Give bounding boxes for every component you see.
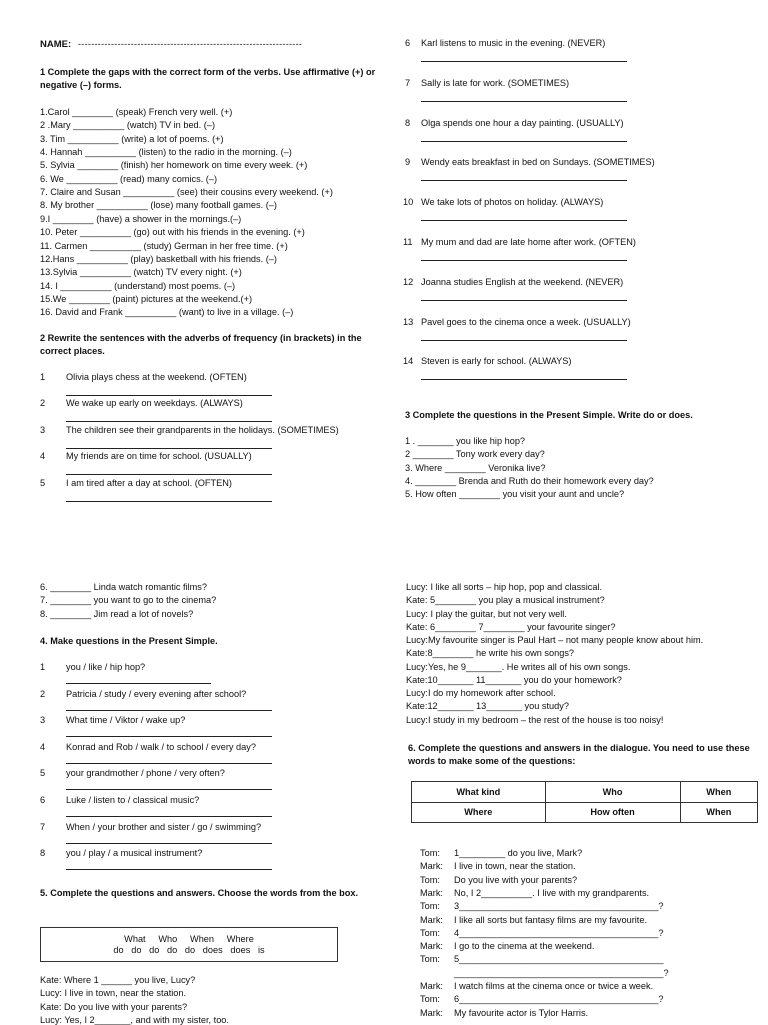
exercise-1-heading: 1 Complete the gaps with the correct form of the verbs. Use affirmative (+) or negative (–) forms. <box>40 67 376 91</box>
do-does-item: 6. ________ Linda watch romantic films? <box>40 582 208 592</box>
rewrite-item-text: Joanna studies English at the weekend. (NEVER) <box>421 276 624 287</box>
dialogue-line: Lucy: I play the guitar, but not very well. <box>406 608 567 619</box>
dialogue-speaker: Mark: <box>420 981 443 991</box>
rewrite-item-number: 11 <box>403 237 413 247</box>
dialogue-speaker: Tom: <box>420 848 440 858</box>
dialogue-text: I watch films at the cinema once or twice a week. <box>454 981 654 991</box>
rewrite-item-text: Wendy eats breakfast in bed on Sundays. (SOMETIMES) <box>421 157 655 168</box>
rewrite-item-text: The children see their grandparents in the holidays. (SOMETIMES) <box>66 425 339 435</box>
word-box-line-2: do do do do do does does is <box>113 945 265 955</box>
answer-line[interactable] <box>66 869 272 870</box>
gap-fill-item: 7. Claire and Susan __________ (see) their cousins every weekend. (+) <box>40 187 333 198</box>
dialogue-line: Kate: 6________ 7________ your favourite singer? <box>406 621 616 632</box>
gap-fill-item: 10. Peter __________ (go) out with his friends in the evening. (+) <box>40 227 305 238</box>
dialogue-text: Do you live with your parents? <box>454 874 578 885</box>
question-item-text: your grandmother / phone / very often? <box>66 768 225 779</box>
dialogue-line: Lucy:My favourite singer is Paul Hart – not many people know about him. <box>406 635 704 645</box>
dialogue-speaker: Tom: <box>420 994 440 1005</box>
answer-line[interactable] <box>66 501 272 502</box>
rewrite-item-text: Pavel goes to the cinema once a week. (USUALLY) <box>421 316 631 327</box>
gap-fill-item: 6. We __________ (read) many comics. (–) <box>40 173 218 184</box>
name-line: -------------------------------------------------------------------- <box>78 39 303 49</box>
rewrite-item-number: 2 <box>40 398 46 408</box>
rewrite-item-number: 3 <box>40 425 46 435</box>
question-item-text: Luke / listen to / classical music? <box>66 795 200 805</box>
question-item-text: Konrad and Rob / walk / to school / every day? <box>66 741 256 752</box>
exercise-3-heading: 3 Complete the questions in the Present Simple. Write do or does. <box>405 410 693 420</box>
rewrite-item-text: We wake up early on weekdays. (ALWAYS) <box>66 398 243 408</box>
rewrite-item-text: Olivia plays chess at the weekend. (OFTEN) <box>66 372 247 382</box>
rewrite-item-number: 7 <box>405 77 411 88</box>
dialogue-text: 1_________ do you live, Mark? <box>454 848 583 858</box>
rewrite-item-text: Karl listens to music in the evening. (NEVER) <box>421 38 606 48</box>
name-label: NAME: <box>40 39 72 50</box>
answer-line[interactable] <box>66 789 272 790</box>
exercise-2-heading: 2 Rewrite the sentences with the adverbs of frequency (in brackets) in the correct places. <box>40 333 362 357</box>
table-row <box>412 802 758 823</box>
question-item-text: you / play / a musical instrument? <box>66 848 203 859</box>
answer-line[interactable] <box>421 220 627 221</box>
dialogue-line: Lucy: I like all sorts – hip hop, pop and classical. <box>406 582 603 592</box>
rewrite-item-number: 8 <box>405 117 411 128</box>
dialogue-speaker: Mark: <box>420 861 443 872</box>
exercise-4-heading: 4. Make questions in the Present Simple. <box>40 636 218 646</box>
answer-line[interactable] <box>66 816 272 817</box>
dialogue-text: 6_______________________________________? <box>454 994 664 1005</box>
do-does-item: 8. ________ Jim read a lot of novels? <box>40 608 194 619</box>
dialogue-text: 3_______________________________________? <box>454 901 664 912</box>
dialogue-text: No, I 2__________. I live with my grandparents. <box>454 887 650 898</box>
answer-line[interactable] <box>66 474 272 475</box>
answer-line[interactable] <box>421 379 627 380</box>
dialogue-line: Kate: 5________ you play a musical instrument? <box>406 595 605 606</box>
gap-fill-item: 15.We ________ (paint) pictures at the weekend.(+) <box>40 293 253 304</box>
gap-fill-item: 2 .Mary __________ (watch) TV in bed. (–) <box>40 120 215 131</box>
question-item-text: When / your brother and sister / go / swimming? <box>66 821 262 832</box>
question-item-number: 5 <box>40 768 46 779</box>
answer-line[interactable] <box>421 141 627 142</box>
question-item-number: 4 <box>40 741 46 752</box>
dialogue-text: _________________________________________? <box>454 967 669 978</box>
gap-fill-item: 1.Carol ________ (speak) French very well. (+) <box>40 107 233 117</box>
gap-fill-item: 5. Sylvia ________ (finish) her homework on time every week. (+) <box>40 160 308 171</box>
rewrite-item-number: 1 <box>40 372 46 382</box>
question-item-number: 1 <box>40 662 46 672</box>
rewrite-item-text: I am tired after a day at school. (OFTEN) <box>66 478 232 488</box>
exercise-6-heading: 6. Complete the questions and answers in the dialogue. You need to use these words to make some of the questions: <box>408 743 750 767</box>
question-item-number: 7 <box>40 821 46 832</box>
table-cell: Who <box>545 782 680 803</box>
dialogue-text: My favourite actor is Tylor Harris. <box>454 1007 589 1018</box>
dialogue-speaker: Tom: <box>420 874 440 885</box>
rewrite-item-number: 13 <box>403 316 414 327</box>
gap-fill-item: 14. I __________ (understand) most poems. (–) <box>40 280 236 291</box>
rewrite-item-number: 9 <box>405 157 411 168</box>
dialogue-line: Kate:10_______ 11_______ you do your homework? <box>406 674 622 685</box>
rewrite-item-text: Olga spends one hour a day painting. (USUALLY) <box>421 117 624 128</box>
table-cell: Where <box>412 802 546 823</box>
rewrite-item-text: Sally is late for work. (SOMETIMES) <box>421 77 570 88</box>
rewrite-item-text: My friends are on time for school. (USUALLY) <box>66 451 252 461</box>
answer-line[interactable] <box>66 395 272 396</box>
word-box-line-1: What Who When Where <box>124 934 254 944</box>
answer-line[interactable] <box>66 736 272 737</box>
rewrite-item-number: 10 <box>403 197 414 208</box>
answer-line[interactable] <box>66 448 272 449</box>
table-cell: How often <box>545 802 680 823</box>
dialogue-text: I go to the cinema at the weekend. <box>454 941 595 952</box>
table-cell: What kind <box>412 782 546 803</box>
dialogue-line: Kate: Where 1 ______ you live, Lucy? <box>40 975 196 985</box>
gap-fill-item: 16. David and Frank __________ (want) to live in a village. (–) <box>40 307 294 318</box>
gap-fill-item: 9.I ________ (have) a shower in the mornings.(–) <box>40 213 242 224</box>
answer-line[interactable] <box>421 101 627 102</box>
gap-fill-item: 12.Hans __________ (play) basketball with his friends. (–) <box>40 253 277 264</box>
dialogue-line: Kate:12_______ 13_______ you study? <box>406 701 569 712</box>
answer-line[interactable] <box>421 61 627 62</box>
do-does-item: 3. Where ________ Veronika live? <box>405 462 546 473</box>
rewrite-item-number: 5 <box>40 478 46 488</box>
question-item-number: 8 <box>40 848 46 859</box>
question-words-table <box>411 781 758 823</box>
gap-fill-item: 3. Tim __________ (write) a lot of poems. (+) <box>40 133 224 144</box>
dialogue-line: Lucy:I study in my bedroom – the rest of the house is too noisy! <box>406 714 664 725</box>
dialogue-text: I like all sorts but fantasy films are my favourite. <box>454 914 648 925</box>
rewrite-item-text: Steven is early for school. (ALWAYS) <box>421 356 572 367</box>
exercise-5-heading: 5. Complete the questions and answers. Choose the words from the box. <box>40 888 359 898</box>
do-does-item: 7. ________ you want to go to the cinema? <box>40 595 217 606</box>
dialogue-speaker: Tom: <box>420 927 440 938</box>
question-item-text: What time / Viktor / wake up? <box>66 715 186 726</box>
dialogue-speaker: Tom: <box>420 954 440 965</box>
table-cell: When <box>680 802 757 823</box>
question-item-number: 6 <box>40 795 46 805</box>
dialogue-line: Kate:8________ he write his own songs? <box>406 648 575 659</box>
dialogue-line: Lucy:I do my homework after school. <box>406 688 556 698</box>
question-item-text: you / like / hip hop? <box>66 662 146 672</box>
rewrite-item-text: We take lots of photos on holiday. (ALWAYS) <box>421 197 604 208</box>
do-does-item: 5. How often ________ you visit your aunt and uncle? <box>405 489 625 500</box>
answer-line[interactable] <box>66 710 272 711</box>
answer-line[interactable] <box>66 843 272 844</box>
gap-fill-item: 11. Carmen __________ (study) German in her free time. (+) <box>40 240 288 251</box>
dialogue-line: Kate: Do you live with your parents? <box>40 1001 188 1012</box>
word-box <box>40 927 338 962</box>
table-row <box>412 782 758 803</box>
question-item-number: 3 <box>40 715 46 726</box>
dialogue-speaker: Mark: <box>420 914 443 925</box>
answer-line[interactable] <box>421 340 627 341</box>
dialogue-speaker: Mark: <box>420 941 443 952</box>
answer-line[interactable] <box>421 180 627 181</box>
table-cell: When <box>680 782 757 803</box>
gap-fill-item: 8. My brother __________ (lose) many football games. (–) <box>40 200 277 211</box>
dialogue-text: I live in town, near the station. <box>454 861 576 872</box>
do-does-item: 2 ________ Tony work every day? <box>405 449 545 460</box>
rewrite-item-number: 4 <box>40 451 46 461</box>
do-does-item: 4. ________ Brenda and Ruth do their homework every day? <box>405 476 654 487</box>
dialogue-speaker: Mark: <box>420 887 443 898</box>
rewrite-item-text: My mum and dad are late home after work. (OFTEN) <box>421 237 636 247</box>
answer-line[interactable] <box>421 300 627 301</box>
answer-line[interactable] <box>421 260 627 261</box>
rewrite-item-number: 6 <box>405 38 411 48</box>
dialogue-line: Lucy:Yes, he 9_______. He writes all of his own songs. <box>406 661 631 672</box>
answer-line[interactable] <box>66 421 272 422</box>
dialogue-text: 4_______________________________________? <box>454 927 664 938</box>
gap-fill-item: 4. Hannah __________ (listen) to the radio in the morning. (–) <box>40 147 292 158</box>
dialogue-speaker: Tom: <box>420 901 440 912</box>
answer-line[interactable] <box>66 683 211 684</box>
rewrite-item-number: 14 <box>403 356 414 367</box>
dialogue-speaker: Mark: <box>420 1007 443 1018</box>
rewrite-item-number: 12 <box>403 276 414 287</box>
question-item-text: Patricia / study / every evening after school? <box>66 688 247 699</box>
answer-line[interactable] <box>66 763 272 764</box>
do-does-item: 1 . _______ you like hip hop? <box>405 436 526 446</box>
dialogue-line: Lucy: I live in town, near the station. <box>40 988 187 999</box>
dialogue-text: 5________________________________________ <box>454 954 664 965</box>
question-item-number: 2 <box>40 688 46 699</box>
dialogue-line: Lucy: Yes, I 2_______, and with my sister, too. <box>40 1014 229 1025</box>
gap-fill-item: 13.Sylvia __________ (watch) TV every night. (+) <box>40 267 242 278</box>
